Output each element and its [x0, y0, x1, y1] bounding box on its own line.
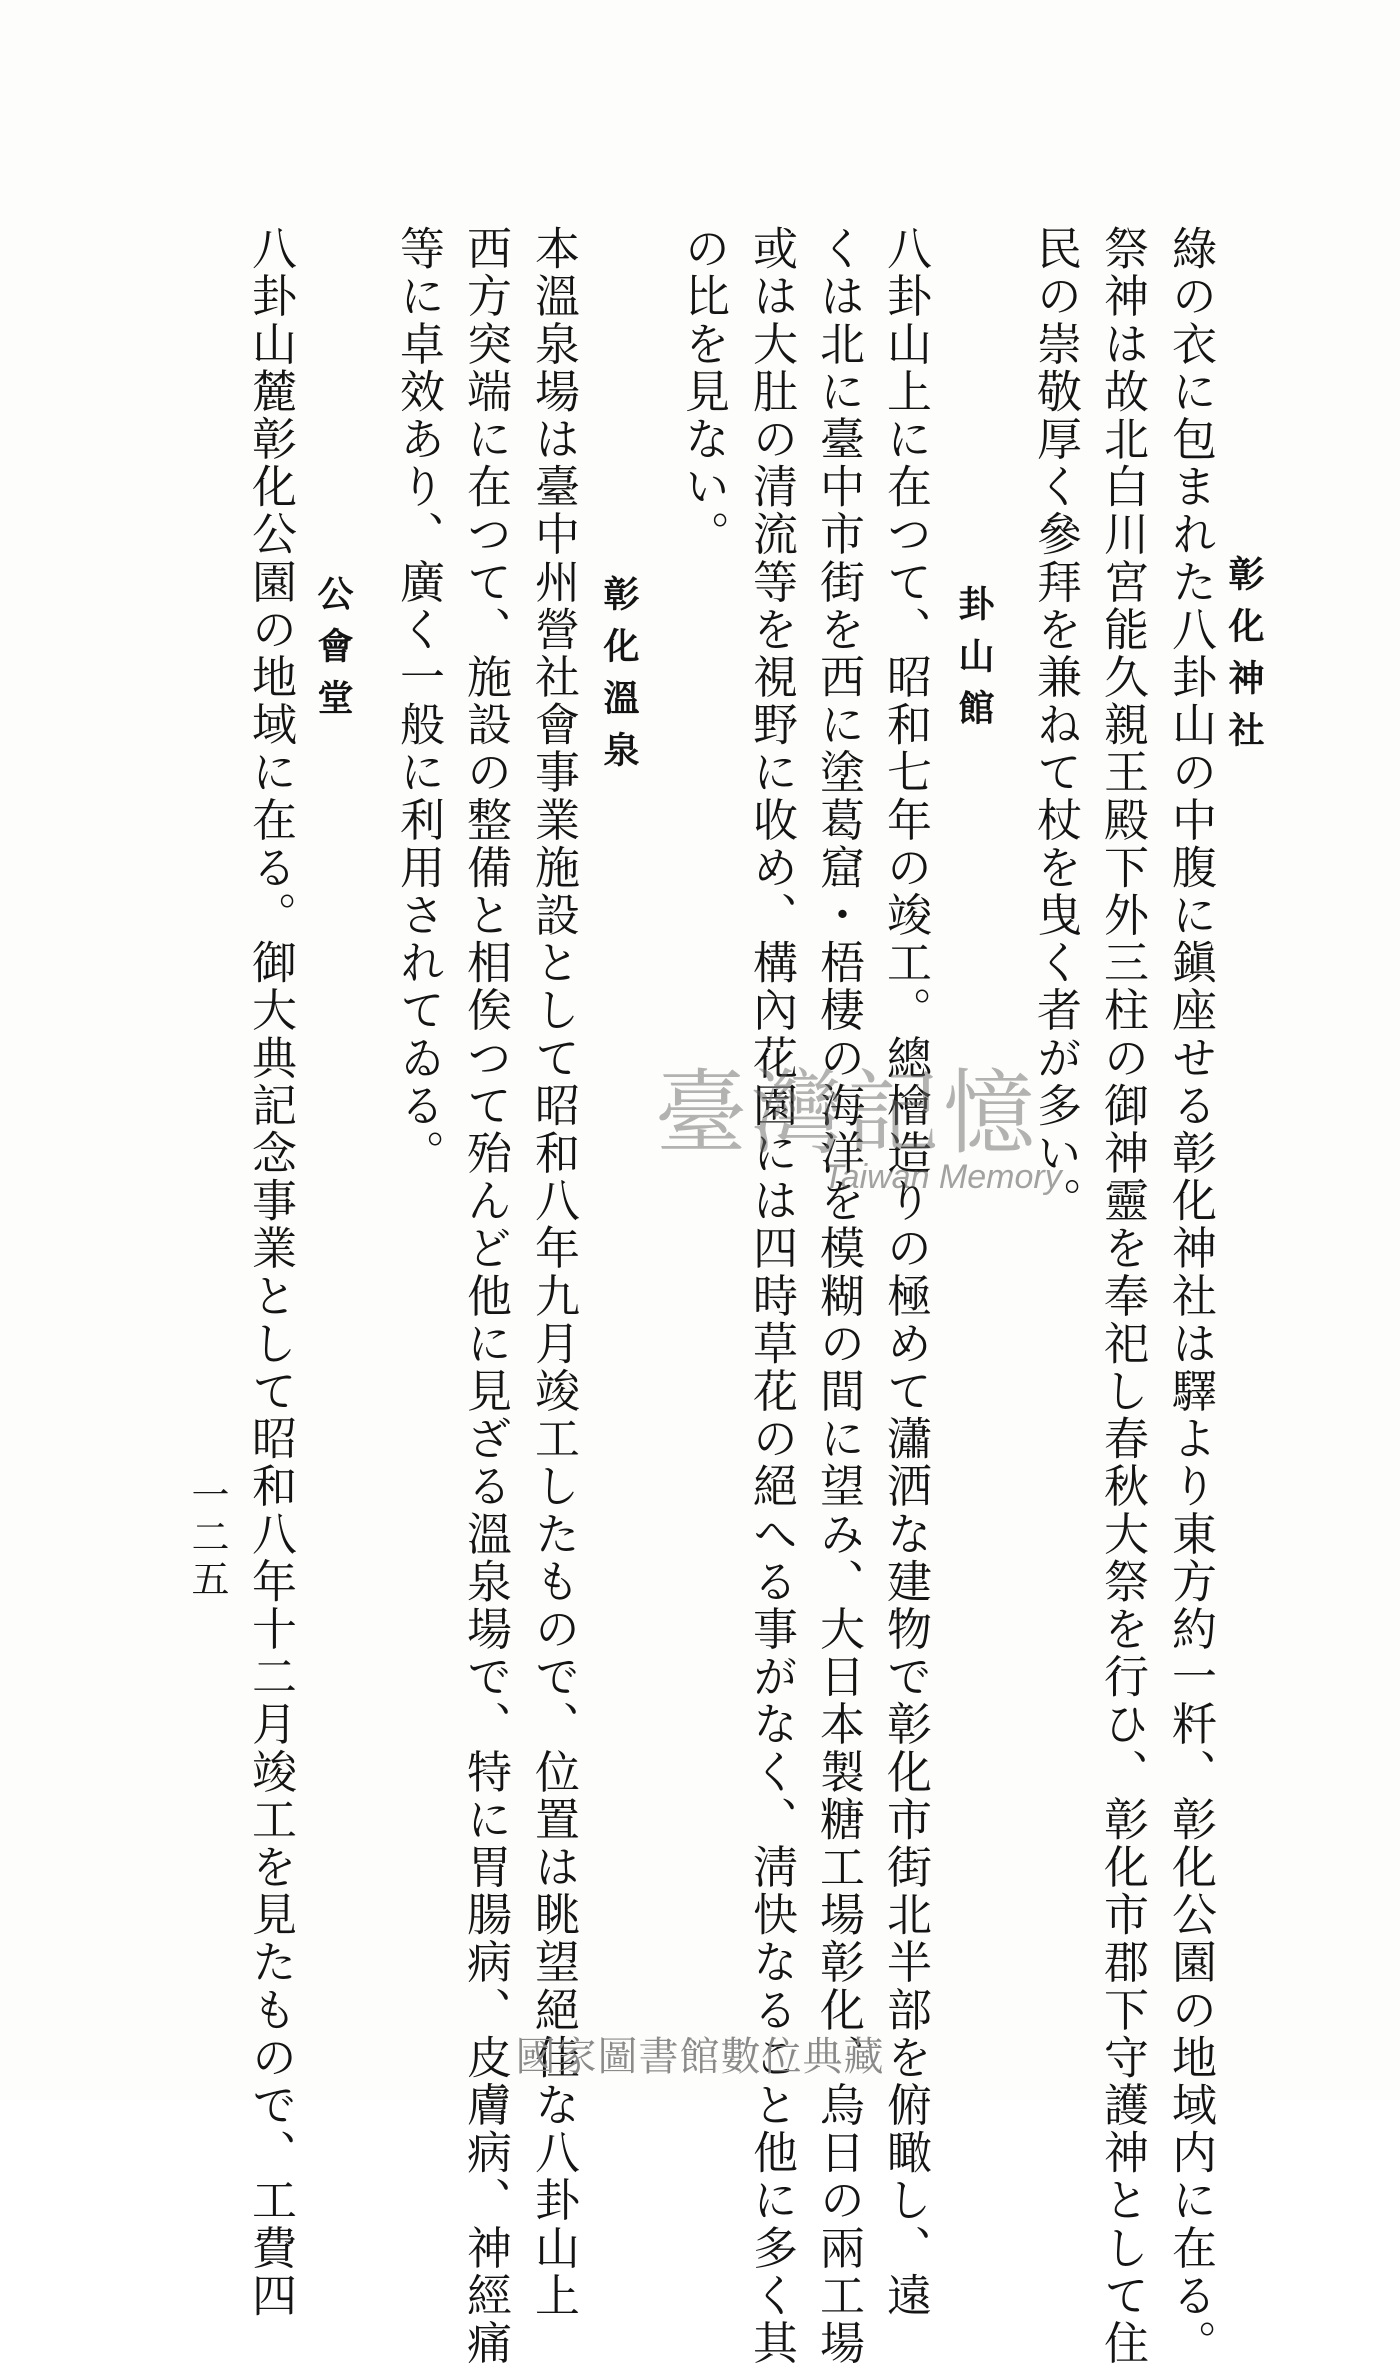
text-column: 八卦山上に在つて、昭和七年の竣工。總檜造りの極めて瀟洒な建物で彰化市街北半部を俯瞰し、遠 [879, 225, 932, 2320]
footer-archive-credit: 國家圖書館數位典藏 [515, 2034, 885, 2080]
text-column: 等に卓效あり、廣く一般に利用されてゐる。 [392, 225, 445, 1177]
text-column: 祭神は故北白川宮能久親王殿下外三柱の御神靈を奉祀し春秋大祭を行ひ、彰化市郡下守護神として住 [1096, 225, 1149, 2367]
taiwan-memory-watermark [655, 1040, 1095, 1240]
watermark-english-text: Taiwan Memory [823, 1158, 1062, 1196]
text-column: 綠の衣に包まれた八卦山の中腹に鎭座せる彰化神社は驛より東方約一粁、彰化公園の地域内に在る。 [1164, 225, 1217, 2367]
text-column: の比を見ない。 [677, 225, 730, 559]
text-column: 本溫泉場は臺中州營社會事業施設として昭和八年九月竣工したもので、位置は眺望絕佳な八卦山上 [527, 225, 580, 2320]
text-column: 民の崇敬厚く參拜を兼ねて杖を曳く者が多い。 [1029, 225, 1082, 1225]
text-column: くは北に臺中市街を西に塗葛窟・梧棲の海洋を模糊の間に望み、大日本製糖工場彰化、烏日の兩工場 [812, 225, 865, 2367]
section-heading-public-hall: 公會堂 [312, 575, 353, 731]
section-heading-shrine: 彰化神社 [1223, 555, 1264, 763]
page-number: 一二五 [185, 1475, 229, 1601]
section-heading-hot-spring: 彰化溫泉 [598, 575, 639, 783]
text-column: 八卦山麓彰化公園の地域に在る。御大典記念事業として昭和八年十二月竣工を見たもので、工費四 [244, 225, 297, 2320]
text-column: 或は大肚の清流等を視野に收め、構內花園には四時草花の絕へる事がなく、淸快なること他に多く其 [745, 225, 798, 2367]
watermark-cjk-text: 臺灣記憶 [655, 1060, 1040, 1167]
section-heading-kazan-hall: 卦山館 [953, 585, 994, 741]
text-column: 西方突端に在つて、施設の整備と相俟つて殆んど他に見ざる溫泉場で、特に胃腸病、皮膚病、神經痛 [459, 225, 512, 2367]
